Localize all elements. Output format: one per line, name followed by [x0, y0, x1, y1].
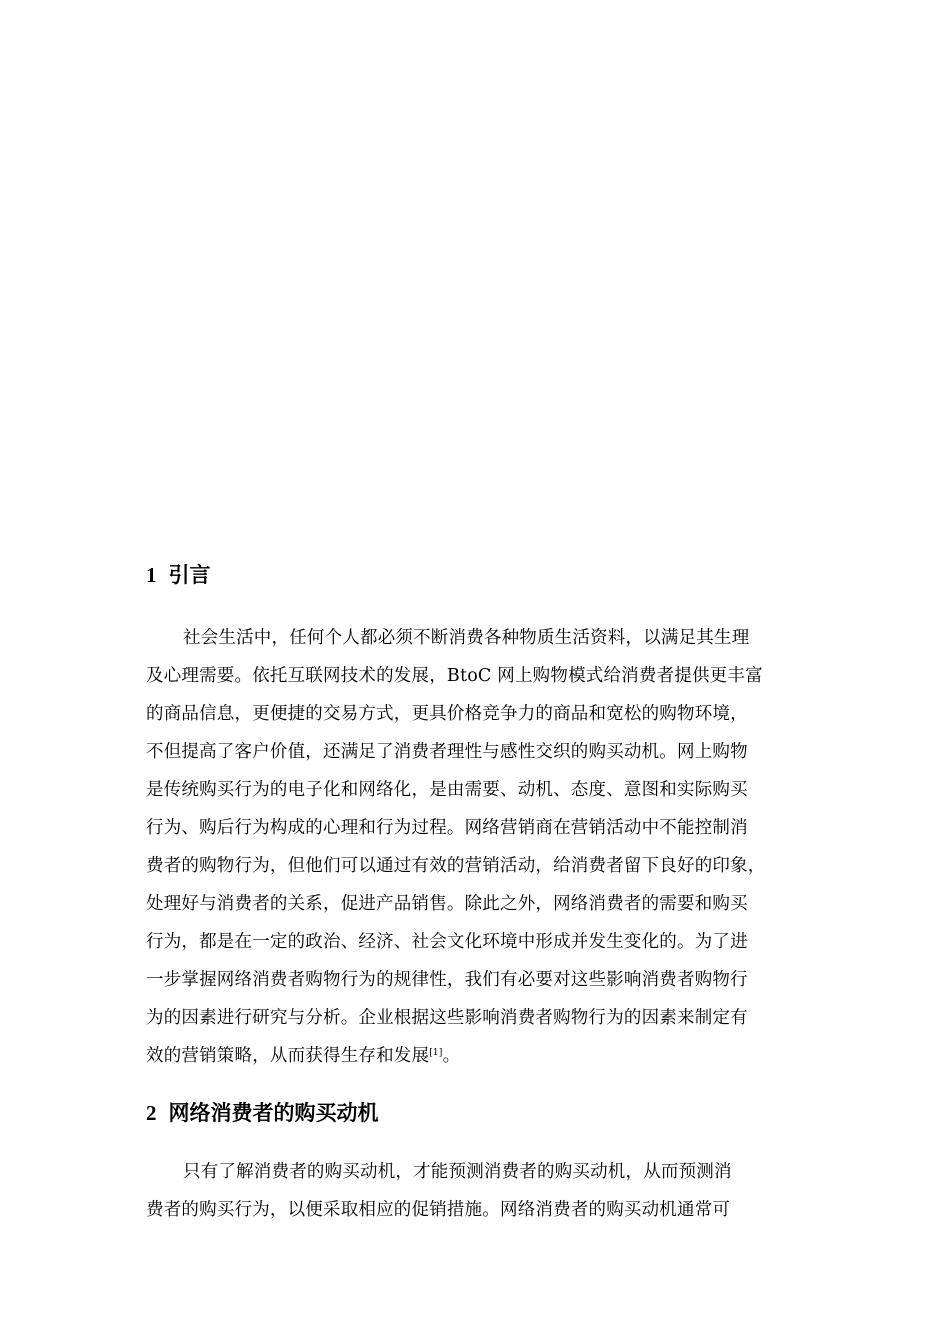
- paragraph-line: 为的因素进行研究与分析。企业根据这些影响消费者购物行为的因素来制定有: [146, 1008, 748, 1028]
- paragraph-line: 只有了解消费者的购买动机，才能预测消费者的购买动机，从而预测消: [183, 1162, 732, 1182]
- paragraph-line: 行为、购后行为构成的心理和行为过程。网络营销商在营销活动中不能控制消: [146, 818, 748, 838]
- citation-marker: [1]: [429, 1048, 443, 1058]
- paragraph-line: 不但提高了客户价值，还满足了消费者理性与感性交织的购买动机。网上购物: [146, 742, 748, 762]
- paragraph-line: 社会生活中，任何个人都必须不断消费各种物质生活资料，以满足其生理: [183, 628, 750, 648]
- paragraph-last-line: [146, 1044, 460, 1068]
- paragraph-line: 处理好与消费者的关系，促进产品销售。除此之外，网络消费者的需要和购买: [146, 894, 748, 914]
- section-2-title: 网络消费者的购买动机: [168, 1101, 379, 1125]
- section-1-title: 引言: [168, 563, 211, 587]
- section-2-number: 2: [146, 1101, 157, 1125]
- last-line-text: 效的营销策略，从而获得生存和发展: [146, 1046, 430, 1066]
- section-1-heading: [146, 560, 211, 590]
- paragraph-line: 的商品信息，更便捷的交易方式，更具价格竞争力的商品和宽松的购物环境，: [146, 704, 748, 724]
- paragraph-line: 费者的购物行为，但他们可以通过有效的营销活动，给消费者留下良好的印象，: [146, 856, 766, 876]
- paragraph-line: 是传统购买行为的电子化和网络化，是由需要、动机、态度、意图和实际购买: [146, 780, 748, 800]
- paragraph-line: 一步掌握网络消费者购物行为的规律性，我们有必要对这些影响消费者购物行: [146, 970, 748, 990]
- last-line-end: 。: [442, 1046, 461, 1066]
- paragraph-line: 费者的购买行为，以便采取相应的促销措施。网络消费者的购买动机通常可: [146, 1200, 731, 1220]
- section-1-number: 1: [146, 563, 157, 587]
- paragraph-line: 行为，都是在一定的政治、经济、社会文化环境中形成并发生变化的。为了进: [146, 932, 748, 952]
- section-2-heading: [146, 1098, 379, 1128]
- paragraph-line: 及心理需要。依托互联网技术的发展，BtoC 网上购物模式给消费者提供更丰富: [146, 666, 763, 686]
